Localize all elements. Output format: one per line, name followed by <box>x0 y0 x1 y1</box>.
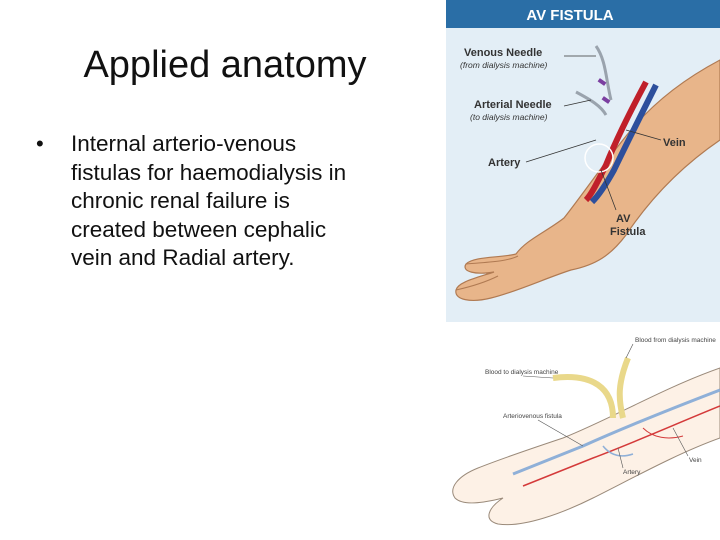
label-av: AV <box>616 213 631 225</box>
label-artery: Artery <box>488 157 521 169</box>
label-av-fistula: Arteriovenous fistula <box>503 413 562 420</box>
bullet-item <box>36 130 356 273</box>
bullet-list <box>36 130 356 273</box>
label-arterial-needle: Arterial Needle <box>474 99 552 111</box>
label-artery: Artery <box>623 469 641 476</box>
bullet-text: Internal arterio-venous fistulas for haemodialysis in chronic renal failure is created between cephalic vein and Radial artery. <box>71 131 347 270</box>
label-fistula: Fistula <box>610 226 646 238</box>
illustration-header: AV FISTULA <box>526 7 614 24</box>
label-venous-needle-sub: (from dialysis machine) <box>460 60 548 70</box>
label-vein: Vein <box>663 137 686 149</box>
label-arterial-needle-sub: (to dialysis machine) <box>470 112 548 122</box>
av-fistula-illustration <box>446 0 720 322</box>
bullet-dot-icon: • <box>36 131 44 156</box>
label-vein: Vein <box>689 457 702 464</box>
forearm-fistula-diagram <box>443 328 720 540</box>
label-blood-to: Blood to dialysis machine <box>485 369 559 376</box>
label-venous-needle: Venous Needle <box>464 47 543 59</box>
slide-title: Applied anatomy <box>83 44 367 86</box>
label-blood-from: Blood from dialysis machine <box>635 337 716 344</box>
